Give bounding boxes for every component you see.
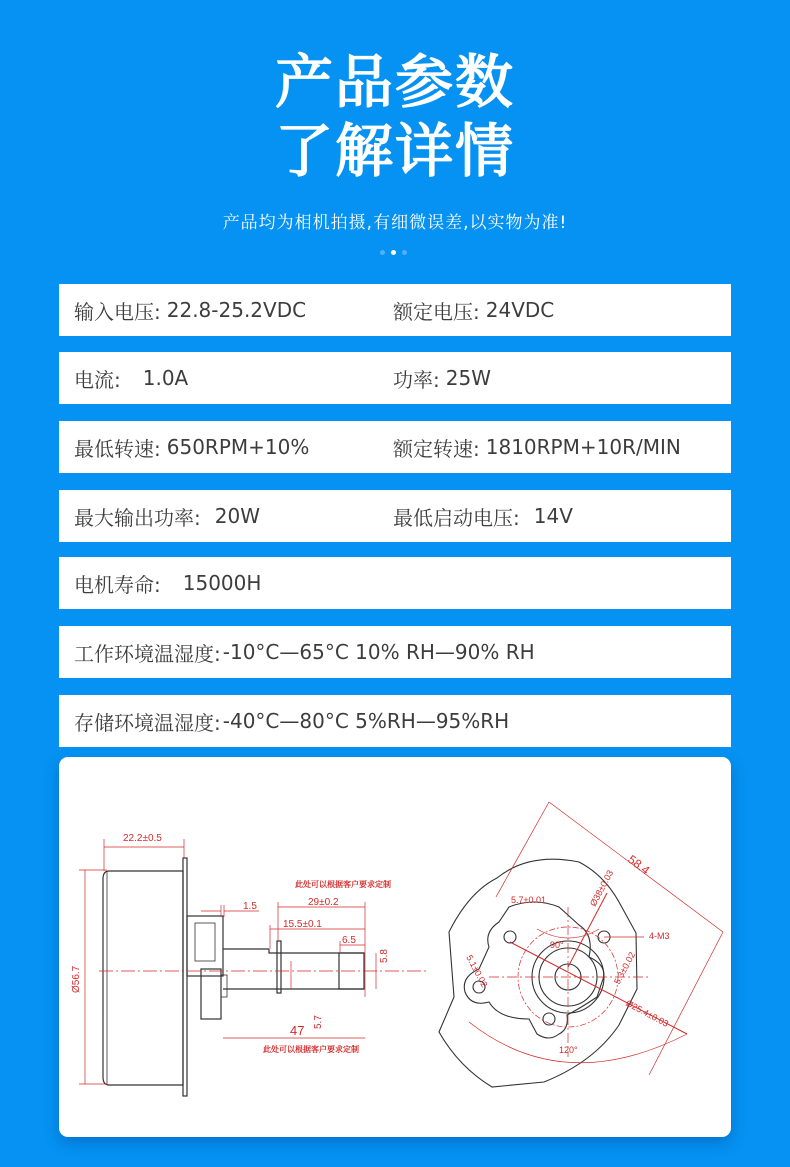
dim-shaft-mid: 15.5±0.1 — [283, 919, 322, 930]
spec-value: 14V — [533, 504, 573, 528]
spec-label: 最低转速: — [74, 436, 161, 461]
spec-min-start-voltage — [393, 490, 573, 542]
spec-row-life — [59, 557, 731, 609]
dim-angle-top: 90° — [550, 940, 564, 950]
dim-shaft-length: 29±0.2 — [308, 897, 339, 908]
spec-value: 15000H — [182, 571, 262, 595]
spec-value: -10°C—65°C 10% RH—90% RH — [222, 640, 535, 664]
dim-bore: Ø25.4±0.03 — [624, 997, 671, 1029]
spec-input-voltage — [74, 284, 306, 336]
spec-value: 1.0A — [142, 366, 189, 390]
spec-label: 工作环境温湿度: — [74, 641, 221, 666]
spec-current — [74, 352, 188, 404]
spec-label: 输入电压: — [74, 299, 161, 324]
hero-title-line1: 产品参数 — [274, 48, 515, 116]
spec-motor-life — [74, 557, 261, 609]
carousel-dot-2-active[interactable] — [391, 250, 396, 255]
spec-min-speed — [74, 421, 309, 473]
note-custom-bottom: 此处可以根据客户要求定制 — [263, 1045, 359, 1054]
motor-dimension-drawing — [59, 757, 731, 1137]
spec-label: 电流: — [74, 367, 121, 392]
dim-body-length: 22.2±0.5 — [123, 833, 162, 844]
spec-value: -40°C—80°C 5%RH—95%RH — [222, 709, 510, 733]
spec-row-speed — [59, 421, 731, 473]
dim-hole: 4-M3 — [649, 931, 670, 941]
spec-row-current-power — [59, 352, 731, 404]
disclaimer-subtitle: 产品均为相机拍摄,有细微误差,以实物为准! — [222, 213, 568, 233]
spec-value: 1810RPM+10R/MIN — [485, 435, 681, 459]
dim-flange-step: 1.5 — [243, 901, 257, 912]
carousel-dot-3[interactable] — [402, 250, 407, 255]
spec-label: 最低启动电压: — [393, 505, 520, 530]
dim-left-offset: 5.1±0.02 — [464, 953, 490, 989]
spec-power — [393, 352, 491, 404]
spec-value: 25W — [445, 366, 491, 390]
spec-operating-env — [74, 626, 535, 678]
spec-storage-env — [74, 695, 509, 747]
carousel-dots — [380, 250, 412, 256]
spec-label: 功率: — [393, 367, 440, 392]
dim-shaft-dia: 5.7 — [313, 1015, 324, 1029]
spec-row-operating-env — [59, 626, 731, 678]
spec-row-output-start — [59, 490, 731, 542]
hero-title-line2: 了解详情 — [274, 117, 515, 185]
dim-pcd: Ø38±0.03 — [587, 868, 616, 908]
spec-value: 22.8-25.2VDC — [166, 298, 307, 322]
spec-label: 存储环境温湿度: — [74, 710, 221, 735]
front-view-dimensions — [469, 802, 723, 1075]
dim-diameter: Ø56.7 — [71, 965, 82, 993]
spec-value: 24VDC — [485, 298, 555, 322]
spec-label: 额定转速: — [393, 436, 480, 461]
dim-total-length: 47 — [290, 1023, 305, 1038]
spec-row-storage-env — [59, 695, 731, 747]
spec-row-voltage — [59, 284, 731, 336]
dim-flat-height: 5.8 — [379, 949, 390, 963]
spec-rated-speed — [393, 421, 681, 473]
spec-label: 额定电压: — [393, 299, 480, 324]
note-custom-top: 此处可以根据客户要求定制 — [295, 880, 391, 889]
carousel-dot-1[interactable] — [380, 250, 385, 255]
dim-flat-length: 6.5 — [342, 935, 356, 946]
technical-drawing-panel — [59, 757, 731, 1137]
dim-right-offset: 5.3±0.02 — [611, 950, 638, 986]
spec-label: 电机寿命: — [74, 572, 161, 597]
dim-diagonal: 58.4 — [625, 852, 653, 878]
side-view — [103, 858, 364, 1096]
spec-rated-voltage — [393, 284, 554, 336]
spec-max-output — [74, 490, 260, 542]
spec-value: 650RPM+10% — [166, 435, 310, 459]
dim-slot-width: 5.7±0.01 — [511, 895, 546, 905]
spec-value: 20W — [214, 504, 260, 528]
spec-label: 最大输出功率: — [74, 505, 201, 530]
dim-angle-bottom: 120° — [559, 1045, 578, 1055]
